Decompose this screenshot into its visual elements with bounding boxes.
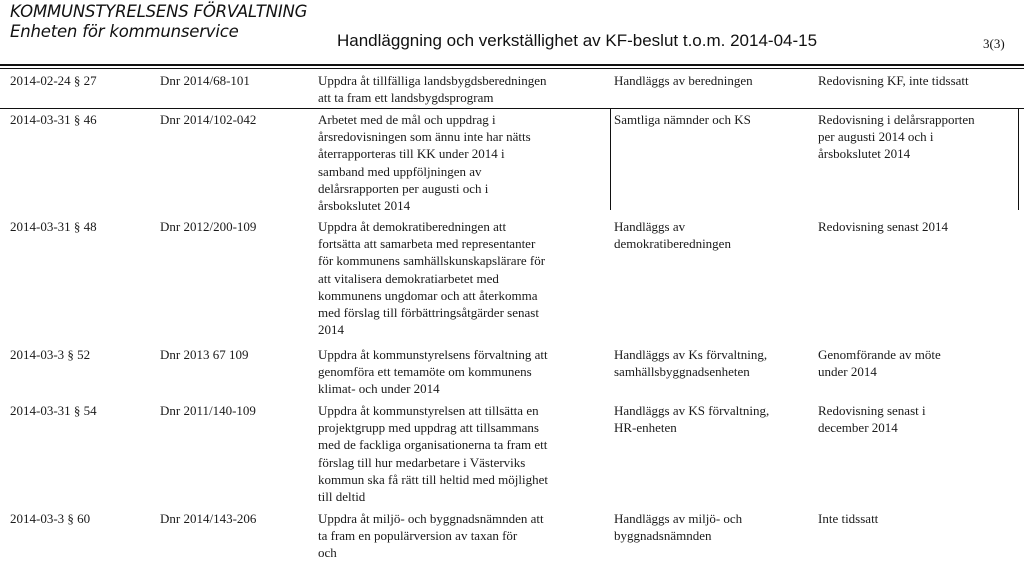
header-rule (0, 64, 1024, 66)
row-responsible: Samtliga nämnder och KS (614, 112, 751, 127)
row-task: Uppdra åt demokratiberedningen att fortsätta att samarbeta med representanter för kommunens samhällskunskapslärare för att vitalisera demokratiarbetet med kommunens ungdomar och att återkomma med förslag till förbättringsåtgärder senast 2014 (318, 219, 546, 338)
row-date: 2014-03-31 § 46 (10, 112, 97, 127)
row-date: 2014-03-3 § 52 (10, 347, 91, 362)
row-reporting: Genomförande av möte under 2014 (818, 347, 941, 380)
row-reporting: Redovisning i delårsrapporten per augusti 2014 och i årsbokslutet 2014 (818, 112, 975, 162)
row-date: 2014-03-31 § 48 (10, 219, 97, 234)
row-date: 2014-03-3 § 60 (10, 511, 91, 526)
column-divider (610, 108, 611, 210)
row-dnr: Dnr 2011/140-109 (160, 403, 256, 418)
row-date: 2014-03-31 § 54 (10, 403, 97, 418)
page-number: 3(3) (983, 36, 1005, 51)
row-reporting: Redovisning senast 2014 (818, 219, 948, 234)
column-divider (1018, 108, 1019, 210)
row-reporting: Redovisning KF, inte tidssatt (818, 73, 969, 88)
header-rule-thin (0, 68, 1024, 69)
document-title: Handläggning och verkställighet av KF-beslut t.o.m. 2014-04-15 (337, 31, 818, 50)
row-dnr: Dnr 2014/102-042 (160, 112, 257, 127)
org-name: KOMMUNSTYRELSENS FÖRVALTNING (10, 2, 308, 21)
row-responsible: Handläggs av KS förvaltning, HR-enheten (614, 403, 770, 436)
row-task: Uppdra åt miljö- och byggnadsnämnden att ta fram en populärversion av taxan för och (318, 511, 544, 561)
row-task: Uppdra åt tillfälliga landsbygdsberedningen att ta fram ett landsbygdsprogram (318, 73, 547, 106)
row-responsible: Handläggs av demokratiberedningen (614, 219, 731, 252)
row-dnr: Dnr 2014/143-206 (160, 511, 257, 526)
row-task: Uppdra åt kommunstyrelsens förvaltning att genomföra ett temamöte om kommunens klimat- och under 2014 (318, 347, 548, 397)
unit-name: Enheten för kommunservice (10, 22, 239, 41)
row-date: 2014-02-24 § 27 (10, 73, 97, 88)
row-dnr: Dnr 2013 67 109 (160, 347, 249, 362)
row-divider (0, 108, 1024, 109)
row-responsible: Handläggs av Ks förvaltning, samhällsbyggnadsenheten (614, 347, 768, 380)
row-task: Uppdra åt kommunstyrelsen att tillsätta en projektgrupp med uppdrag att tillsammans med de fackliga organisationerna ta fram ett förslag till hur medarbetare i Västerviks kommun ska få rätt till heltid med möjlighet till deltid (318, 403, 548, 505)
row-dnr: Dnr 2012/200-109 (160, 219, 257, 234)
row-responsible: Handläggs av miljö- och byggnadsnämnden (614, 511, 743, 544)
row-task: Arbetet med de mål och uppdrag i årsredovisningen som ännu inte har nätts återrapporteras till KK under 2014 i samband med uppföljningen av delårsrapporten per augusti och i årsbokslutet 2014 (318, 112, 531, 214)
row-reporting: Redovisning senast i december 2014 (818, 403, 926, 436)
row-reporting: Inte tidssatt (818, 511, 879, 526)
row-responsible: Handläggs av beredningen (614, 73, 753, 88)
row-dnr: Dnr 2014/68-101 (160, 73, 250, 88)
